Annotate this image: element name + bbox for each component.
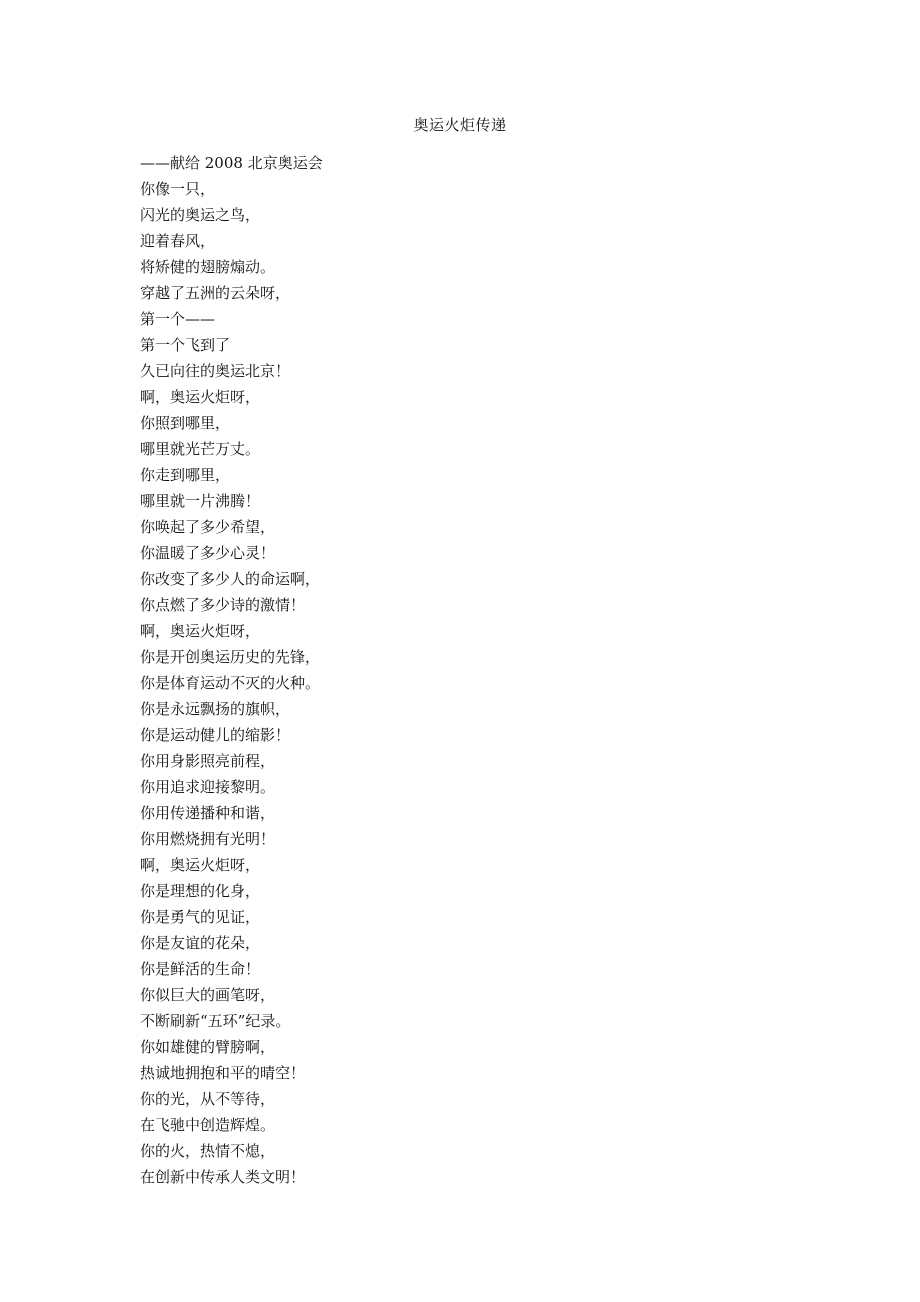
poem-line: 你用追求迎接黎明。 xyxy=(140,778,276,796)
poem-line: 你是永远飘扬的旗帜， xyxy=(140,700,291,718)
poem-line: 在飞驰中创造辉煌。 xyxy=(140,1116,276,1134)
poem-line: 你是体育运动不灭的火种。 xyxy=(140,674,321,692)
poem-lines xyxy=(140,176,780,1190)
poem-line: 你是运动健儿的缩影！ xyxy=(140,726,291,744)
poem-line: 你是勇气的见证， xyxy=(140,908,261,926)
poem-line: 你改变了多少人的命运啊， xyxy=(140,570,321,588)
poem-line: 啊，奥运火炬呀， xyxy=(140,856,261,874)
poem-line: 闪光的奥运之鸟， xyxy=(140,206,261,224)
poem-line: 第一个—— xyxy=(140,310,216,328)
poem-line: 你是友谊的花朵， xyxy=(140,934,261,952)
poem-line: 你像一只， xyxy=(140,180,216,198)
poem-line: 在创新中传承人类文明！ xyxy=(140,1168,306,1186)
poem-line: 久已向往的奥运北京！ xyxy=(140,362,291,380)
poem-line: 你温暖了多少心灵！ xyxy=(140,544,276,562)
poem-line: 你用燃烧拥有光明！ xyxy=(140,830,276,848)
poem-line: 你似巨大的画笔呀， xyxy=(140,986,276,1004)
poem-line: 你照到哪里， xyxy=(140,414,231,432)
poem-line: 你唤起了多少希望， xyxy=(140,518,276,536)
poem-line: 哪里就一片沸腾！ xyxy=(140,492,261,510)
poem-line: 啊，奥运火炬呀， xyxy=(140,622,261,640)
poem-line: 第一个飞到了 xyxy=(140,336,231,354)
poem-line: 将矫健的翅膀煽动。 xyxy=(140,258,276,276)
poem-line: 你的火，热情不熄， xyxy=(140,1142,276,1160)
poem-line: 你如雄健的臂膀啊， xyxy=(140,1038,276,1056)
poem-line: 啊，奥运火炬呀， xyxy=(140,388,261,406)
poem-line: 你用传递播种和谐， xyxy=(140,804,276,822)
poem-line: 哪里就光芒万丈。 xyxy=(140,440,261,458)
poem-line: 穿越了五洲的云朵呀， xyxy=(140,284,291,302)
poem-line: 迎着春风， xyxy=(140,232,216,250)
poem-line: 你是鲜活的生命！ xyxy=(140,960,261,978)
poem-line: 热诚地拥抱和平的晴空！ xyxy=(140,1064,306,1082)
poem-body xyxy=(140,150,780,1190)
poem-line: 你用身影照亮前程， xyxy=(140,752,276,770)
poem-line: 你是开创奥运历史的先锋， xyxy=(140,648,321,666)
poem-line: 不断刷新“五环”纪录。 xyxy=(140,1012,291,1030)
poem-line: 你走到哪里， xyxy=(140,466,231,484)
poem-line: 你是理想的化身， xyxy=(140,882,261,900)
poem-subtitle: ——献给 2008 北京奥运会 xyxy=(140,154,323,172)
poem-line: 你点燃了多少诗的激情！ xyxy=(140,596,306,614)
page-title: 奥运火炬传递 xyxy=(413,116,507,134)
poem-line: 你的光，从不等待， xyxy=(140,1090,276,1108)
